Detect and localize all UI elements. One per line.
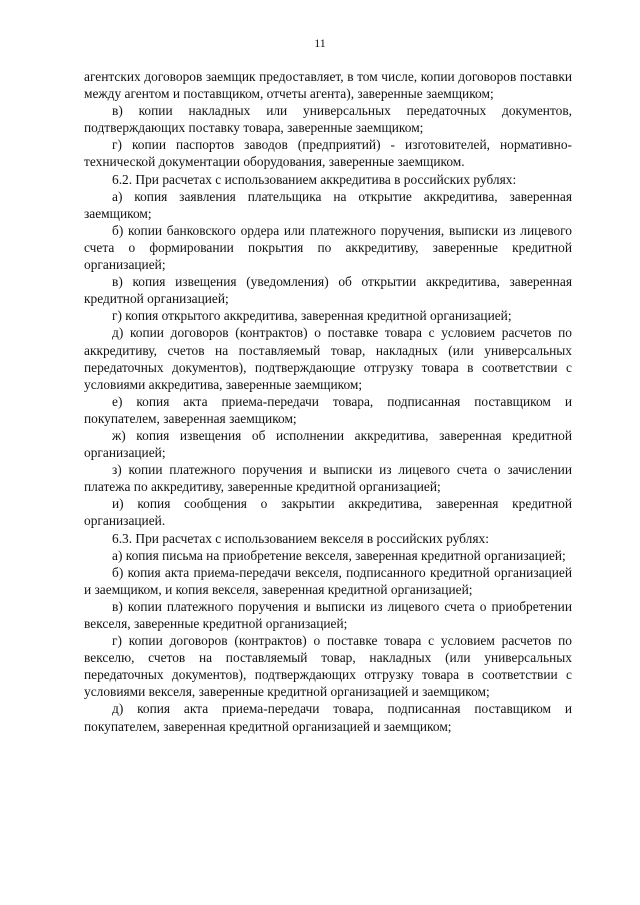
paragraph: а) копия письма на приобретение векселя, заверенная кредитной организацией; — [112, 547, 566, 563]
paragraph: д) копия акта приема-передачи товара, подписанная поставщиком и покупателем, заверенная кредитной организацией и заемщиком; — [84, 701, 572, 734]
section-heading: 6.2. При расчетах с использованием аккредитива в российских рублях: — [112, 171, 517, 187]
paragraph: в) копии накладных или универсальных передаточных документов, подтверждающих поставку товара, заверенные заемщиком; — [84, 103, 572, 136]
paragraph: в) копия извещения (уведомления) об открытии аккредитива, заверенная кредитной организацией; — [84, 274, 572, 307]
paragraph: б) копии банковского ордера или платежного поручения, выписки из лицевого счета о формировании покрытия по аккредитиву, заверенные кредитной организацией; — [84, 222, 572, 273]
document-body — [84, 68, 572, 735]
paragraph: д) копии договоров (контрактов) о поставке товара с условием расчетов по аккредитиву, счетов на поставляемый товар, накладных (или универсальных передаточных документов), подтверждающие отгрузку товара в соответствии с условиями аккредитива, заверенные заемщиком; — [84, 325, 572, 392]
paragraph: б) копия акта приема-передачи векселя, подписанного кредитной организацией и заемщиком, и копия векселя, заверенная кредитной организацией; — [84, 564, 572, 597]
paragraph: е) копия акта приема-передачи товара, подписанная поставщиком и покупателем, заверенная заемщиком; — [84, 393, 572, 426]
section-heading: 6.3. При расчетах с использованием векселя в российских рублях: — [112, 530, 489, 546]
paragraph: а) копия заявления плательщика на открытие аккредитива, заверенная заемщиком; — [84, 188, 572, 221]
paragraph: г) копии договоров (контрактов) о поставке товара с условием расчетов по векселю, счетов на поставляемый товар, накладных (или универсальных передаточных документов), подтверждающих отгрузку товара в соответствии с условиями векселя, заверенные кредитной организацией и заемщиком; — [84, 633, 572, 700]
paragraph: ж) копия извещения об исполнении аккредитива, заверенная кредитной организацией; — [84, 427, 572, 461]
paragraph: и) копия сообщения о закрытии аккредитива, заверенная кредитной организацией. — [84, 496, 572, 529]
paragraph: з) копии платежного поручения и выписки из лицевого счета о зачислении платежа по аккредитиву, заверенные кредитной организацией; — [84, 462, 572, 495]
paragraph: в) копии платежного поручения и выписки из лицевого счета о приобретении векселя, заверенные кредитной организацией; — [84, 598, 572, 631]
paragraph: агентских договоров заемщик предоставляет, в том числе, копии договоров поставки между агентом и поставщиком, отчеты агента), заверенные заемщиком; — [84, 69, 572, 102]
paragraph: г) копии паспортов заводов (предприятий) - изготовителей, нормативно-технической документации оборудования, заверенные заемщиком. — [84, 137, 572, 170]
page-number: 11 — [314, 36, 326, 50]
paragraph: г) копия открытого аккредитива, заверенная кредитной организацией; — [112, 308, 512, 324]
